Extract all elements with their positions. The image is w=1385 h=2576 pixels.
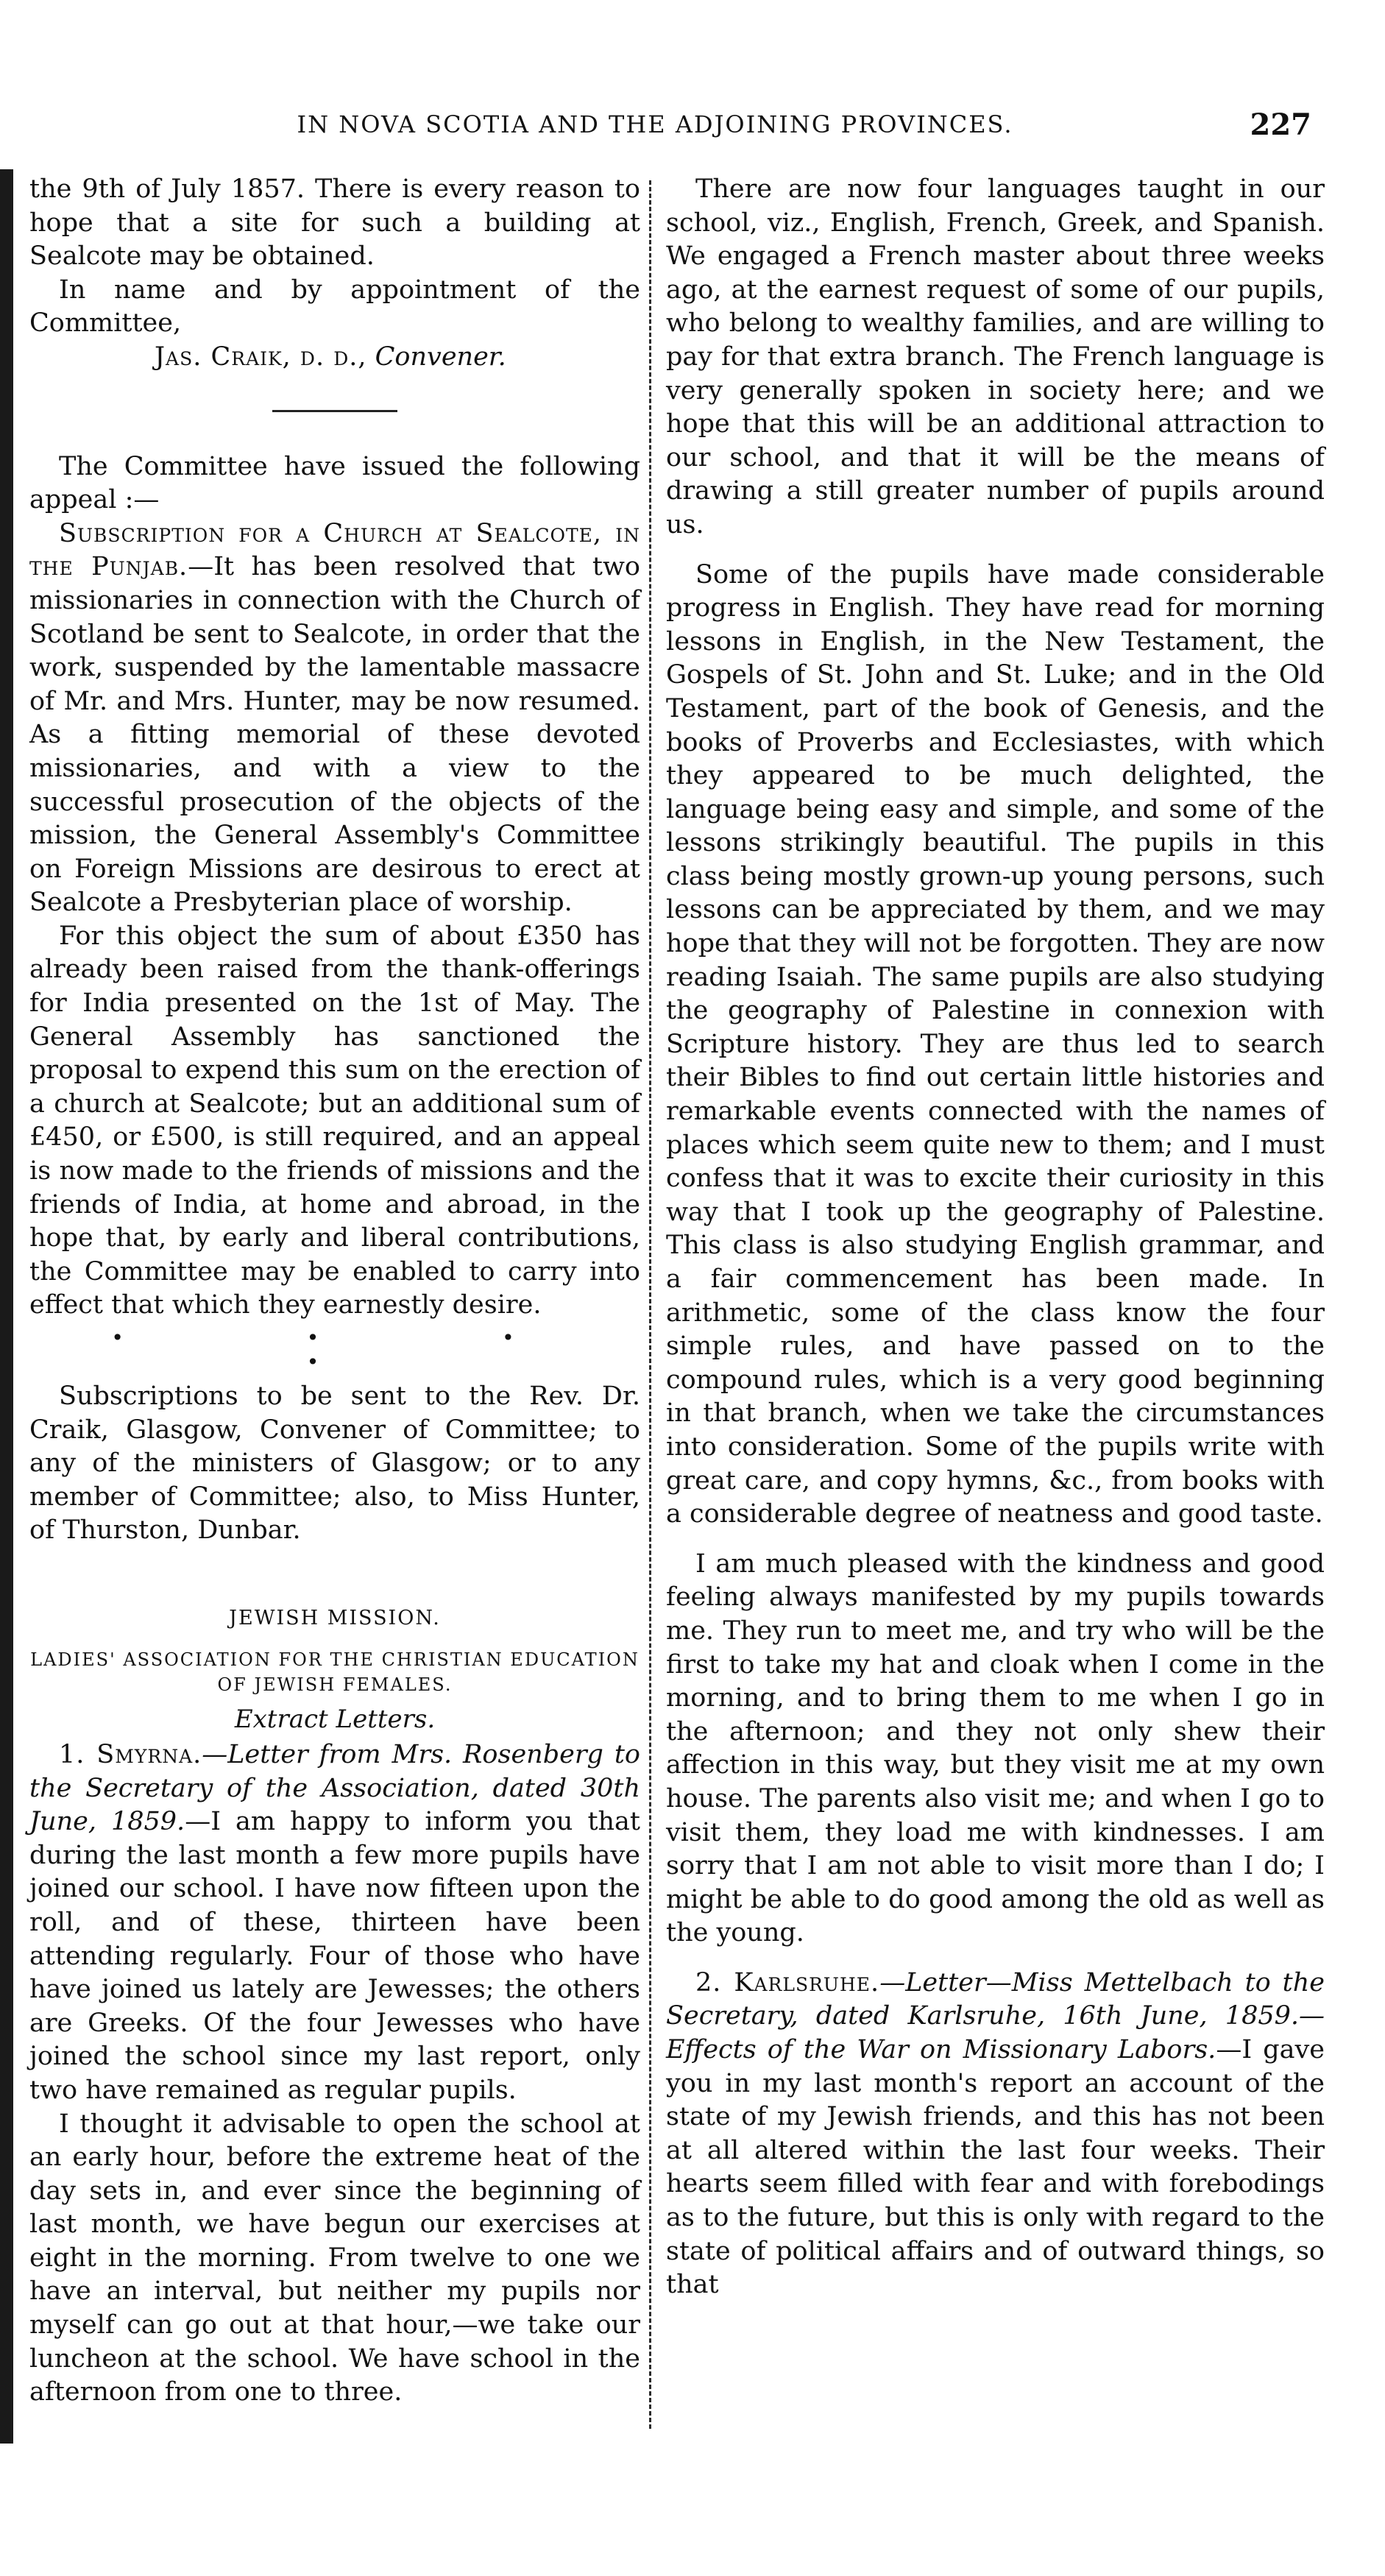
paragraph-gap: [666, 1532, 1325, 1548]
kindness-paragraph: I am much pleased with the kindness and good feeling always manifested by my pupils towards me. They run to meet me, and try who will be the first to take my hat and cloak when I come in the morning, and to bring them to me when I go in the afternoon; and they not only shew their affection in this way, but they visit me at my own house. The parents also visit me; and when I go to visit them, they load me with kindnesses. I am sorry that I am not able to visit more than I do; I might be able to do good among the old as well as the young.: [666, 1549, 1325, 1948]
jewish-mission-heading: JEWISH MISSION.: [229, 1606, 441, 1630]
right-column: [666, 173, 1325, 2302]
section-rule: [272, 410, 397, 412]
appeal-heading: Subscription for a Church at Sealcote, in the Punjab.: [29, 518, 640, 582]
left-column: [29, 173, 640, 2410]
appeal-paragraph: [29, 517, 640, 920]
smyrna-letter: [29, 1738, 640, 2108]
karlsruhe-title: —Letter—Miss Mettelbach to the Secretary, dated Karlsruhe, 16th June, 1859.—Effects of the War on Missionary Labors.: [666, 1967, 1325, 2065]
smyrna-body: —I am happy to inform you that during the last month a few more pupils have joined our school. I have now fifteen upon the roll, and of these, thirteen have been attending regularly. Four of those who have have joined us lately are Jewesses; the others are Greeks. Of the four Jewesses who have joined the school since my last report, only two have remained as regular pupils.: [29, 1807, 640, 2105]
running-title: IN NOVA SCOTIA AND THE ADJOINING PROVINCES.: [297, 110, 1013, 138]
appeal-sum-paragraph: For this object the sum of about £350 has already been raised from the thank-offerings for India presented on the 1st of May. The General Assembly has sanctioned the proposal to expend this sum on the erection of a church at Sealcote; but an additional sum of £450, or £500, is still required, and an appeal is now made to the friends of missions and the friends of India, at home and abroad, in the hope that, by early and liberal contributions, the Committee may be enabled to carry into effect that which they earnestly desire.: [29, 921, 640, 1320]
languages-paragraph: There are now four languages taught in our school, viz., English, French, Greek, and Spanish. We engaged a French master about three weeks ago, at the earnest request of some of our pupils, who belong to wealthy families, and are willing to pay for that extra branch. The French language is very generally spoken in society here; and we hope that this will be an additional attraction to our school, and that it will be the means of drawing a still greater number of pupils around us.: [666, 174, 1325, 539]
subscriptions-paragraph: Subscriptions to be sent to the Rev. Dr. Craik, Glasgow, Convener of Committee; to any of the ministers of Glasgow; or to any member of Committee; also, to Miss Hunter, of Thurston, Dunbar.: [29, 1381, 640, 1546]
karlsruhe-body: —I gave you in my last month's report an account of the state of my Jewish friends, and this has not been at all altered within the last four weeks. Their hearts seem filled with fear and with forebodings as to the future, but this is only with regard to the state of political affairs and of outward things, so that: [666, 2035, 1325, 2300]
progress-paragraph: Some of the pupils have made considerable progress in English. They have read for morning lessons in English, in the New Testament, the Gospels of St. John and St. Luke; and in the Old Testament, part of the book of Genesis, and the books of Proverbs and Ecclesiastes, with which they appeared to be much delighted, the language being easy and simple, and some of the lessons strikingly beautiful. The pupils in this class being mostly grown-up young persons, such lessons can be appreciated by them, and we may hope that they will not be forgotten. They are now reading Isaiah. The same pupils are also studying the geography of Palestine in connexion with Scripture history. They are thus led to search their Bibles to find out certain little histories and remarkable events connected with the names of places which seem quite new to them; and I must confess that it was to excite their curiosity in this way that I took up the geography of Palestine. This class is also studying English grammar, and a fair commencement has been made. In arithmetic, some of the class know the four simple rules, and have passed on to the compound rules, which is a very good beginning in that branch, when we take the circumstances into consideration. Some of the pupils write with great care, and copy hymns, &c., from books with a considerable degree of neatness and good taste.: [666, 559, 1325, 1529]
signature-lead: In name and by appointment of the Committee,: [29, 275, 640, 339]
smyrna-lead: 1. Smyrna.: [59, 1739, 202, 1769]
signature-role: Convener.: [375, 342, 506, 372]
binding-edge: [0, 169, 13, 2444]
column-divider: [649, 180, 651, 2429]
school-hours-paragraph: I thought it advisable to open the school at an early hour, before the extreme heat of the day sets in, and ever since the beginning of last month, we have begun our exercises at eight in the morning. From twelve to one we have an interval, but neither my pupils nor myself can go out at that hour,—we take our luncheon at the school. We have school in the afternoon from one to three.: [29, 2109, 640, 2407]
smyrna-title: —Letter from Mrs. Rosenberg to the Secretary of the Association, dated 30th June, 1859.: [29, 1739, 640, 1837]
appeal-body: —It has been resolved that two missionaries in connection with the Church of Scotland be sent to Sealcote, in order that the work, suspended by the lamentable massacre of Mr. and Mrs. Hunter, may be now resumed. As a fitting memorial of these devoted missionaries, and with a view to the successful prosecution of the objects of the mission, the General Assembly's Committee on Foreign Missions are desirous to erect at Sealcote a Presbyterian place of worship.: [29, 552, 640, 918]
ladies-association-heading: LADIES' ASSOCIATION FOR THE CHRISTIAN EDUCATION OF JEWISH FEMALES.: [30, 1649, 640, 1695]
signature-line: [29, 341, 640, 375]
appeal-intro: The Committee have issued the following appeal :—: [29, 451, 640, 515]
paragraph-gap: [666, 542, 1325, 559]
karlsruhe-letter: [666, 1967, 1325, 2302]
extract-letters-heading: Extract Letters.: [234, 1704, 436, 1734]
opening-paragraph: the 9th of July 1857. There is every reason to hope that a site for such a building at Sealcote may be obtained.: [29, 174, 640, 272]
paragraph-gap: [666, 1950, 1325, 1967]
karlsruhe-lead: 2. Karlsruhe.: [695, 1967, 880, 1998]
signature-name: Jas. Craik, d. d.,: [155, 342, 367, 372]
page-number: 227: [1250, 107, 1311, 142]
separator-dots: • • • •: [111, 1326, 603, 1374]
